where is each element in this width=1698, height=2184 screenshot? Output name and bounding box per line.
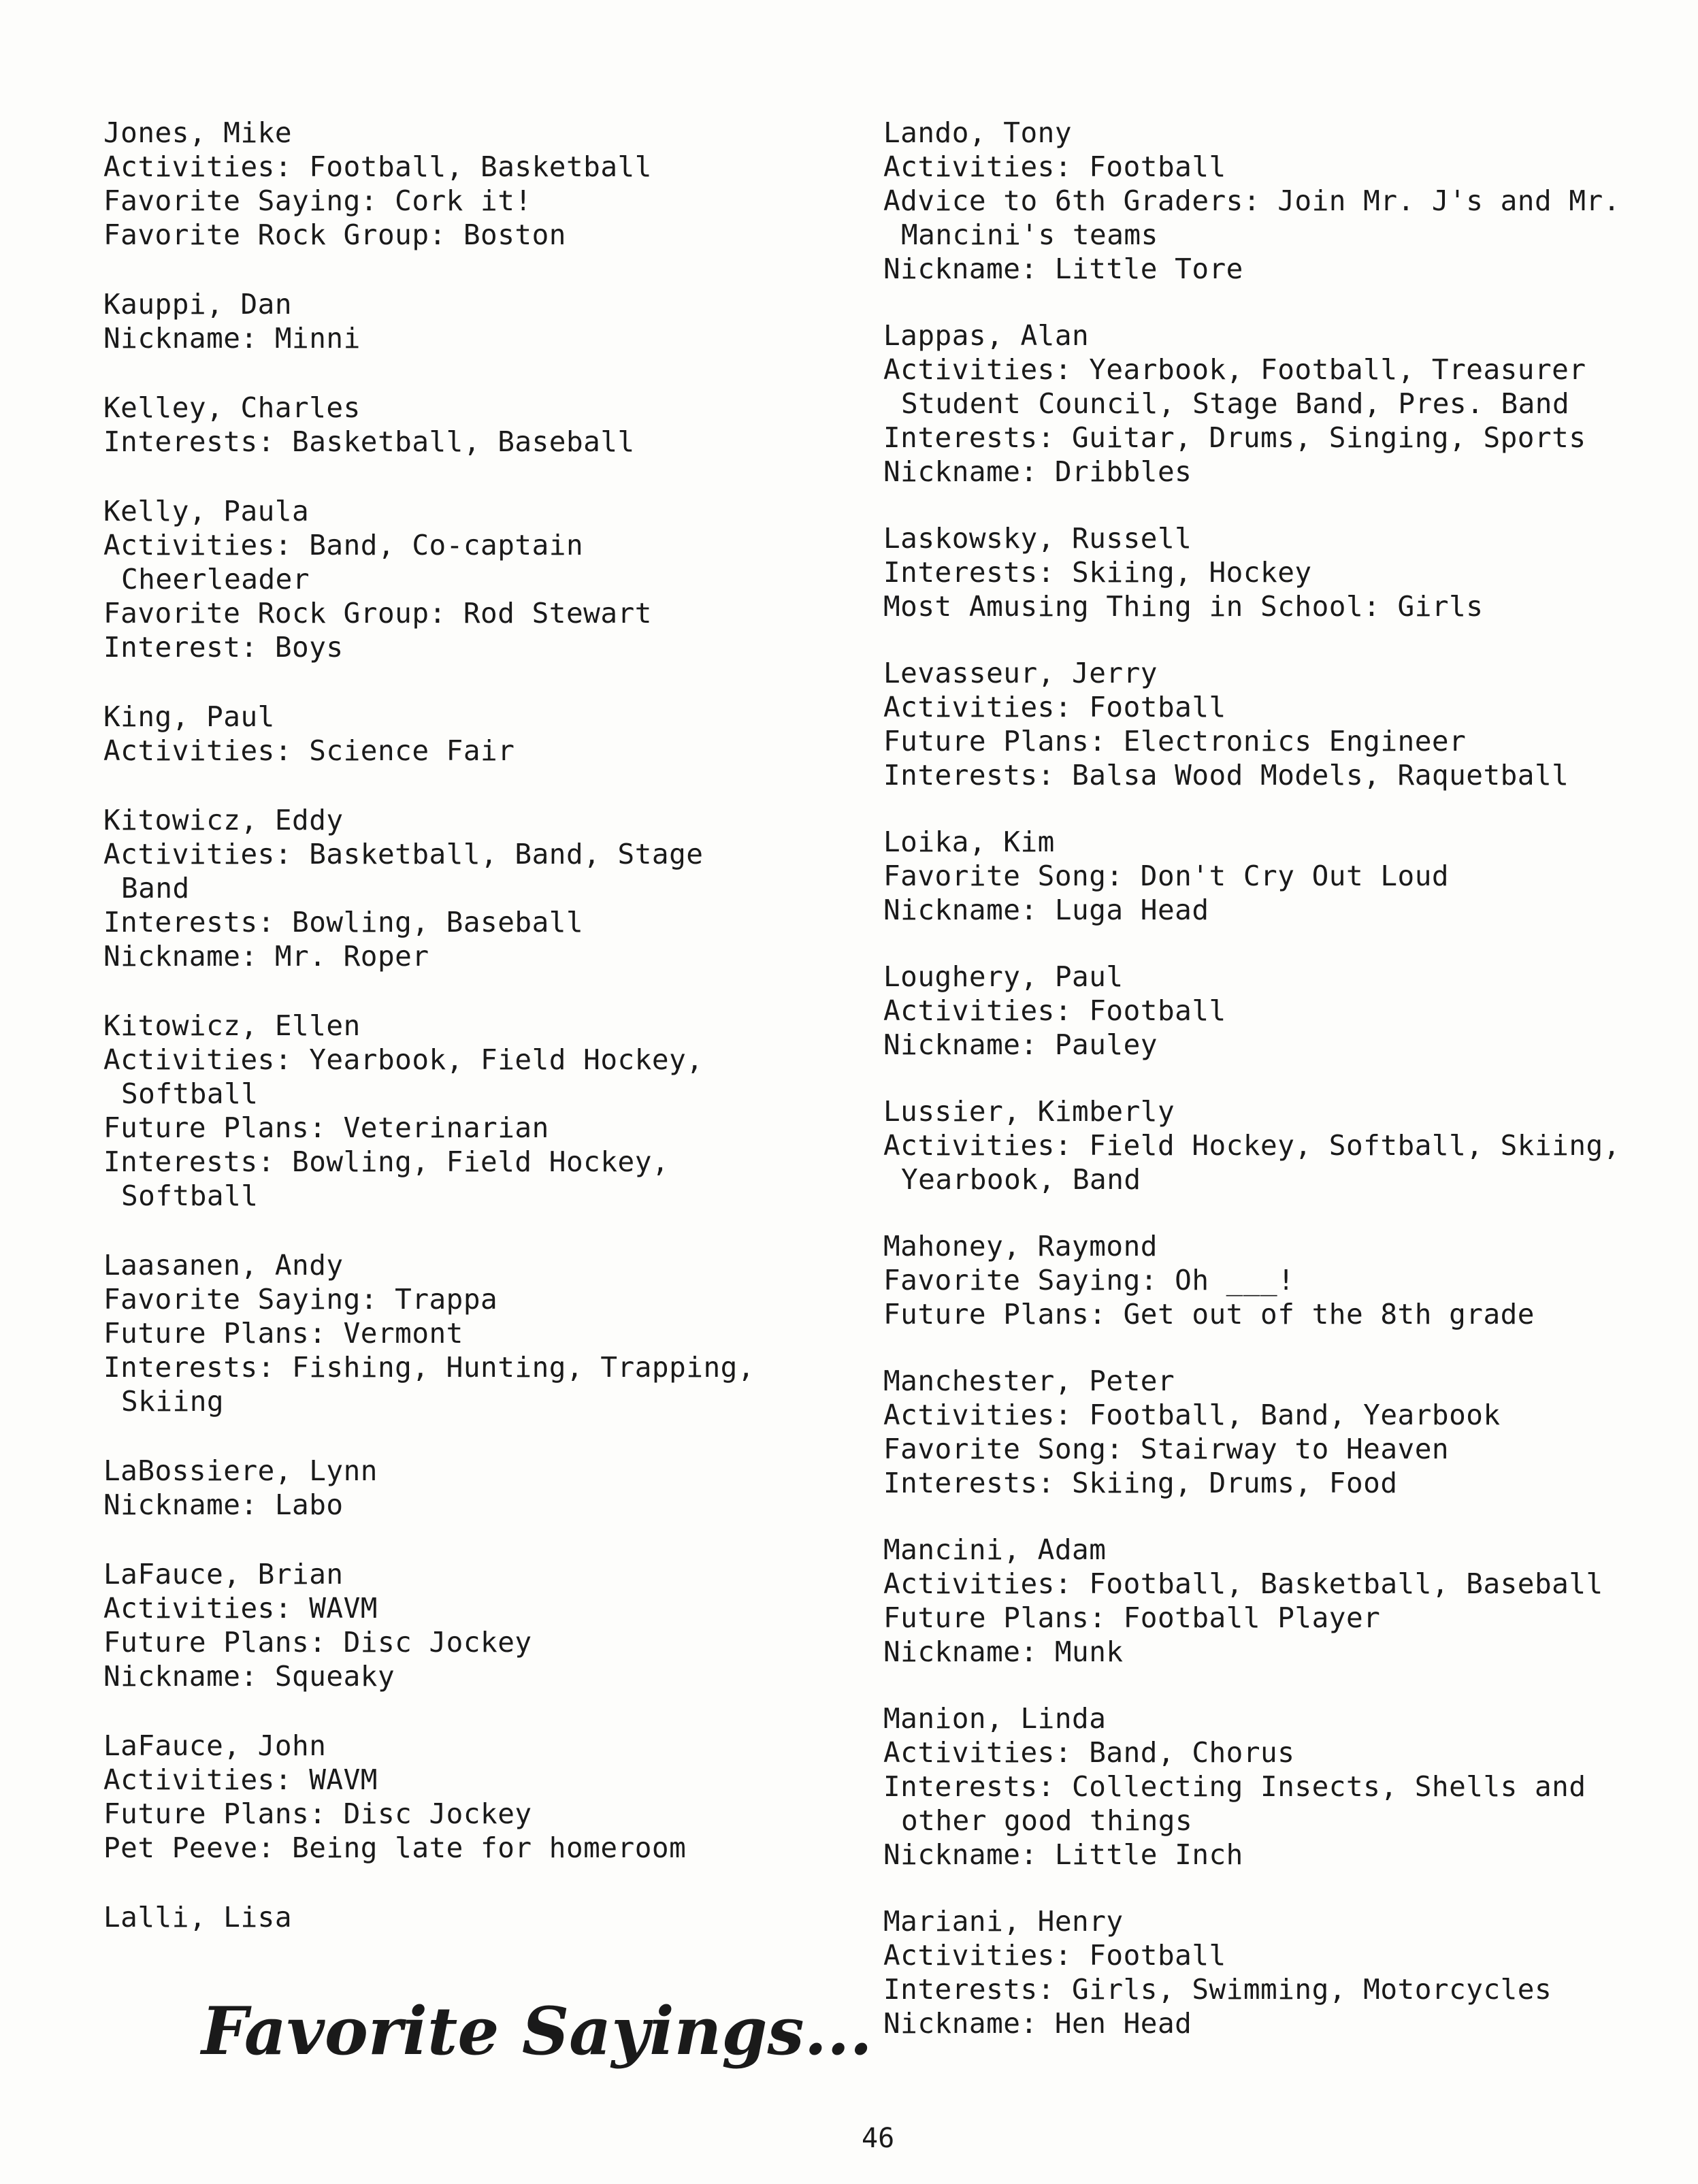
entry-detail: Favorite Song: Stairway to Heaven	[883, 1433, 1450, 1465]
left-entry	[103, 1248, 845, 1418]
entry-detail: Softball	[121, 1077, 259, 1110]
entry-detail: Interests: Skiing, Drums, Food	[883, 1467, 1398, 1499]
entry-detail: Student Council, Stage Band, Pres. Band	[901, 387, 1570, 420]
entry-detail: Future Plans: Get out of the 8th grade	[883, 1298, 1535, 1331]
right-entry	[883, 1364, 1659, 1500]
entry-detail: Activities: Football, Band, Yearbook	[883, 1399, 1501, 1431]
left-entry	[103, 1729, 845, 1865]
left-column	[103, 116, 845, 1970]
left-entry	[103, 1900, 845, 1934]
right-entry	[883, 116, 1659, 286]
entry-detail: Future Plans: Vermont	[103, 1317, 463, 1350]
student-name: Mahoney, Raymond	[883, 1230, 1158, 1262]
left-entry	[103, 287, 845, 355]
left-entry	[103, 1009, 845, 1213]
left-entry	[103, 1557, 845, 1693]
left-entry	[103, 116, 845, 252]
right-entry	[883, 825, 1659, 927]
entry-detail: Activities: Science Fair	[103, 734, 515, 767]
entry-detail: Activities: Football, Basketball	[103, 150, 652, 183]
student-name: Kitowicz, Ellen	[103, 1009, 361, 1042]
entry-detail: Advice to 6th Graders: Join Mr. J's and Mr.	[883, 184, 1620, 217]
student-name: Levasseur, Jerry	[883, 657, 1158, 689]
entry-detail: Interests: Bowling, Baseball	[103, 906, 584, 939]
entry-detail: Activities: Basketball, Band, Stage	[103, 838, 704, 870]
student-name: Kauppi, Dan	[103, 288, 293, 321]
student-name: Mancini, Adam	[883, 1533, 1107, 1566]
student-name: Manchester, Peter	[883, 1365, 1175, 1397]
entry-detail: Activities: Football	[883, 1939, 1226, 1972]
student-name: Manion, Linda	[883, 1702, 1107, 1735]
entry-detail: Activities: WAVM	[103, 1763, 378, 1796]
entry-detail: Interests: Skiing, Hockey	[883, 556, 1312, 589]
entry-detail: Activities: Football	[883, 994, 1226, 1027]
entry-detail: Mancini's teams	[901, 218, 1158, 251]
student-name: Lappas, Alan	[883, 319, 1090, 352]
entry-detail: Softball	[121, 1179, 259, 1212]
left-entry	[103, 391, 845, 459]
student-name: Lando, Tony	[883, 116, 1073, 149]
right-entry	[883, 1229, 1659, 1331]
entry-detail: other good things	[901, 1804, 1193, 1837]
entry-detail: Yearbook, Band	[901, 1163, 1141, 1196]
entry-detail: Future Plans: Electronics Engineer	[883, 725, 1467, 757]
right-entry	[883, 1904, 1659, 2040]
entry-detail: Interests: Fishing, Hunting, Trapping,	[103, 1351, 755, 1384]
entry-detail: Future Plans: Disc Jockey	[103, 1626, 532, 1659]
entry-detail: Activities: Band, Chorus	[883, 1736, 1295, 1769]
entry-detail: Nickname: Labo	[103, 1488, 344, 1521]
student-name: LaFauce, Brian	[103, 1558, 344, 1591]
right-entry	[883, 960, 1659, 1062]
entry-detail: Band	[121, 872, 190, 904]
entry-detail: Favorite Song: Don't Cry Out Loud	[883, 860, 1450, 892]
entry-detail: Pet Peeve: Being late for homeroom	[103, 1831, 687, 1864]
entry-detail: Activities: Football	[883, 150, 1226, 183]
student-name: Kelly, Paula	[103, 495, 310, 527]
student-name: King, Paul	[103, 700, 275, 733]
entry-detail: Favorite Rock Group: Rod Stewart	[103, 597, 652, 630]
entry-detail: Future Plans: Veterinarian	[103, 1111, 549, 1144]
entry-detail: Nickname: Luga Head	[883, 894, 1209, 926]
right-entry	[883, 1533, 1659, 1669]
left-entry	[103, 803, 845, 973]
left-entry	[103, 700, 845, 768]
entry-detail: Nickname: Pauley	[883, 1028, 1158, 1061]
entry-detail: Interests: Girls, Swimming, Motorcycles	[883, 1973, 1552, 2006]
student-name: Mariani, Henry	[883, 1905, 1124, 1938]
entry-detail: Favorite Saying: Oh ___!	[883, 1264, 1295, 1297]
entry-detail: Cheerleader	[121, 563, 310, 596]
entry-detail: Interest: Boys	[103, 631, 344, 664]
entry-detail: Activities: Football, Basketball, Baseball	[883, 1567, 1603, 1600]
student-name: Laskowsky, Russell	[883, 522, 1192, 555]
student-name: Kelley, Charles	[103, 391, 361, 424]
entry-detail: Nickname: Little Tore	[883, 252, 1243, 285]
student-name: Kitowicz, Eddy	[103, 804, 344, 836]
section-heading: Favorite Sayings...	[201, 1993, 872, 2070]
entry-detail: Nickname: Little Inch	[883, 1838, 1243, 1871]
entry-detail: Activities: Yearbook, Football, Treasurer	[883, 353, 1586, 386]
entry-detail: Interests: Guitar, Drums, Singing, Sports	[883, 421, 1586, 454]
entry-detail: Nickname: Squeaky	[103, 1660, 395, 1693]
entry-detail: Interests: Basketball, Baseball	[103, 425, 635, 458]
entry-detail: Interests: Balsa Wood Models, Raquetball	[883, 759, 1569, 792]
entry-detail: Most Amusing Thing in School: Girls	[883, 590, 1484, 623]
right-entry	[883, 521, 1659, 623]
entry-detail: Activities: Field Hockey, Softball, Skiing,	[883, 1129, 1620, 1162]
entry-detail: Interests: Bowling, Field Hockey,	[103, 1145, 670, 1178]
student-name: Lalli, Lisa	[103, 1901, 293, 1934]
entry-detail: Nickname: Hen Head	[883, 2007, 1192, 2040]
student-name: Loughery, Paul	[883, 960, 1124, 993]
right-entry	[883, 319, 1659, 489]
entry-detail: Favorite Rock Group: Boston	[103, 218, 566, 251]
entry-detail: Nickname: Dribbles	[883, 455, 1192, 488]
left-entry	[103, 494, 845, 664]
entry-detail: Activities: Yearbook, Field Hockey,	[103, 1043, 704, 1076]
entry-detail: Favorite Saying: Trappa	[103, 1283, 498, 1316]
right-entry	[883, 1701, 1659, 1872]
page-number: 46	[862, 2123, 895, 2154]
student-name: LaBossiere, Lynn	[103, 1454, 378, 1487]
entry-detail: Interests: Collecting Insects, Shells and	[883, 1770, 1586, 1803]
entry-detail: Skiing	[121, 1385, 225, 1418]
student-name: Loika, Kim	[883, 826, 1055, 858]
student-name: Jones, Mike	[103, 116, 293, 149]
entry-detail: Activities: Band, Co-captain	[103, 529, 584, 561]
entry-detail: Activities: WAVM	[103, 1592, 378, 1625]
entry-detail: Future Plans: Disc Jockey	[103, 1797, 532, 1830]
right-column	[883, 116, 1659, 2073]
entry-detail: Future Plans: Football Player	[883, 1601, 1381, 1634]
entry-detail: Favorite Saying: Cork it!	[103, 184, 532, 217]
entry-detail: Nickname: Minni	[103, 322, 361, 355]
entry-detail: Nickname: Munk	[883, 1635, 1124, 1668]
right-entry	[883, 656, 1659, 792]
student-name: Laasanen, Andy	[103, 1249, 344, 1282]
student-name: LaFauce, John	[103, 1729, 327, 1762]
entry-detail: Activities: Football	[883, 691, 1226, 723]
left-entry	[103, 1454, 845, 1522]
right-entry	[883, 1094, 1659, 1196]
entry-detail: Nickname: Mr. Roper	[103, 940, 429, 973]
student-name: Lussier, Kimberly	[883, 1095, 1175, 1128]
